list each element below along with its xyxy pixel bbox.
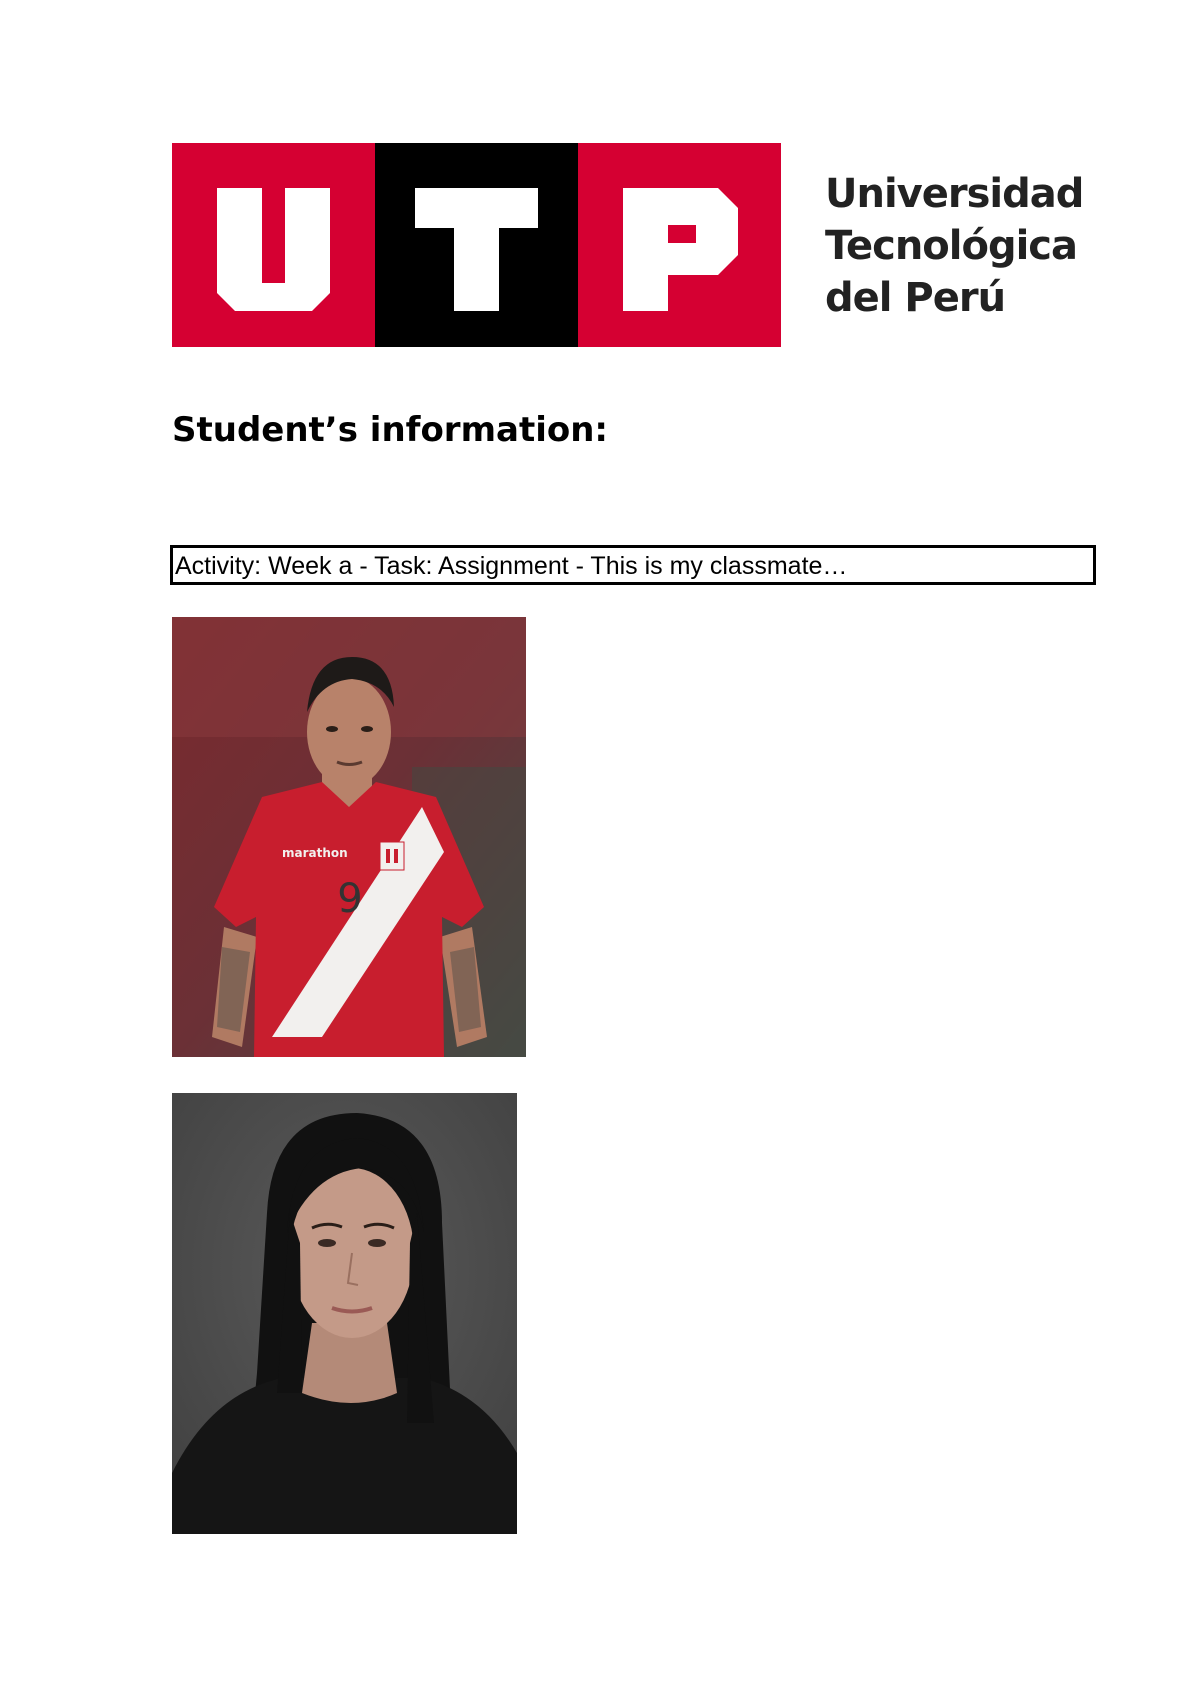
photo-woman-portrait	[172, 1093, 517, 1534]
university-name-line-1: Universidad	[825, 171, 1084, 217]
logo-letter-u	[172, 143, 375, 347]
letter-u-glyph	[172, 143, 375, 347]
page-heading: Student’s information:	[172, 410, 609, 450]
utp-logo	[172, 143, 1112, 347]
football-player-illustration	[172, 617, 526, 1057]
logo-letter-p	[578, 143, 781, 347]
university-name-line-3: del Perú	[825, 275, 1006, 321]
logo-letter-t	[375, 143, 578, 347]
svg-text:marathon: marathon	[282, 846, 348, 860]
activity-box: Activity: Week a - Task: Assignment - This is my classmate…	[170, 545, 1096, 585]
svg-text:9: 9	[337, 876, 363, 922]
university-name-line-2: Tecnológica	[825, 223, 1078, 269]
letter-t-glyph	[375, 143, 578, 347]
university-name	[825, 168, 1083, 324]
woman-portrait-illustration	[172, 1093, 517, 1534]
photo-football-player	[172, 617, 526, 1057]
letter-p-glyph	[578, 143, 781, 347]
